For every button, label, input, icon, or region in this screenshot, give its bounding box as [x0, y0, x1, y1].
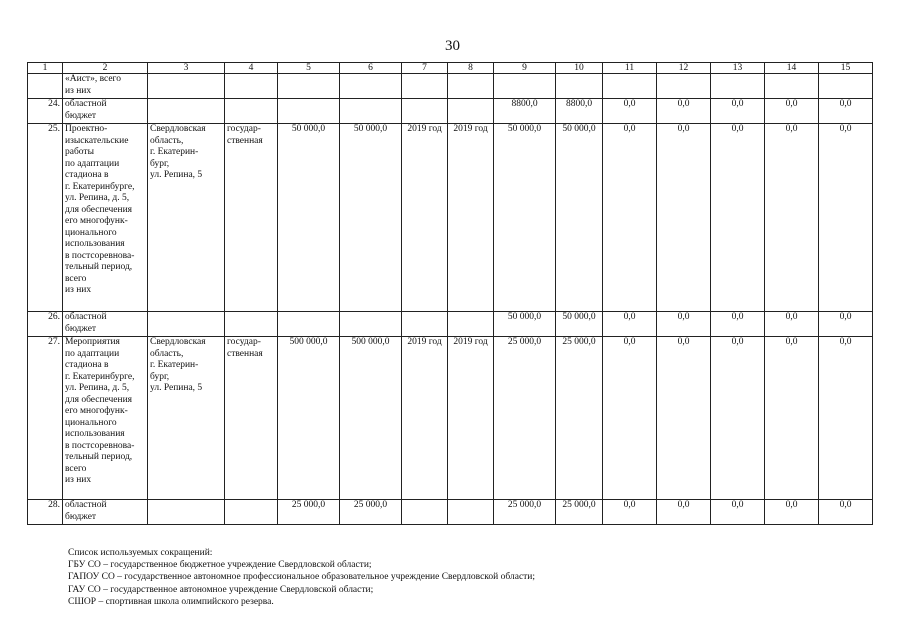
table-cell: 2019 год: [448, 337, 494, 500]
header-row: [28, 63, 873, 74]
table-cell: 27.: [28, 337, 63, 500]
table-cell: [711, 74, 765, 99]
page-number: 30: [445, 38, 460, 54]
table-cell: 0,0: [765, 337, 819, 500]
table-cell: 50 000,0: [494, 124, 556, 312]
table-cell: [340, 74, 402, 99]
table-cell: 0,0: [603, 99, 657, 124]
table-cell: [402, 312, 448, 337]
table-cell: 0,0: [765, 99, 819, 124]
table-cell: [225, 74, 278, 99]
table-row: [28, 74, 873, 99]
table-cell: [402, 500, 448, 525]
header-cell: 7: [402, 63, 448, 74]
table-cell: 0,0: [603, 124, 657, 312]
table-cell: 0,0: [819, 337, 873, 500]
table-cell: 0,0: [819, 500, 873, 525]
table-cell: [448, 99, 494, 124]
table-cell: [556, 74, 603, 99]
table-cell: государ- ственная: [225, 337, 278, 500]
program-table: [27, 62, 873, 525]
abbreviation-item: ГАУ СО – государственное автономное учреждение Свердловской области;: [68, 584, 374, 595]
header-cell: 6: [340, 63, 402, 74]
table-cell: 0,0: [603, 337, 657, 500]
header-cell: 9: [494, 63, 556, 74]
table-cell: [340, 99, 402, 124]
header-cell: 14: [765, 63, 819, 74]
header-cell: 8: [448, 63, 494, 74]
table-row: [28, 312, 873, 337]
table-cell: 25 000,0: [494, 500, 556, 525]
table-cell: 0,0: [711, 500, 765, 525]
table-cell: 0,0: [765, 312, 819, 337]
table-cell: [448, 312, 494, 337]
table-cell: 8800,0: [556, 99, 603, 124]
header-cell: 11: [603, 63, 657, 74]
abbreviation-item: СШОР – спортивная школа олимпийского резерва.: [68, 596, 274, 607]
table-cell: 25 000,0: [556, 337, 603, 500]
header-cell: 12: [657, 63, 711, 74]
table-row: [28, 337, 873, 500]
table-cell: Свердловская область, г. Екатерин- бург, ул. Репина, 5: [148, 337, 225, 500]
header-cell: 2: [63, 63, 148, 74]
table-cell: [278, 99, 340, 124]
table-cell: 8800,0: [494, 99, 556, 124]
table-cell: 0,0: [711, 312, 765, 337]
table-cell: 0,0: [603, 312, 657, 337]
table-cell: [225, 99, 278, 124]
table-cell: 0,0: [657, 337, 711, 500]
abbreviations-title: Список используемых сокращений:: [68, 548, 213, 558]
table-cell: [148, 99, 225, 124]
table-cell: 0,0: [819, 312, 873, 337]
table-cell: «Аист», всего из них: [63, 74, 148, 99]
table-cell: [494, 74, 556, 99]
abbreviation-item: ГАПОУ СО – государственное автономное профессиональное образовательное учреждение Свердловской области;: [68, 572, 536, 583]
header-cell: 3: [148, 63, 225, 74]
table-cell: 0,0: [765, 124, 819, 312]
header-cell: 4: [225, 63, 278, 74]
table-cell: Проектно- изыскательские работы по адаптации стадиона в г. Екатеринбурге, ул. Репина, д. 5, для обеспечения его многофунк- ционального использования в постсоревнова- тельный период, всего из них: [63, 124, 148, 312]
table-cell: 0,0: [711, 99, 765, 124]
table-cell: [148, 500, 225, 525]
table-cell: областной бюджет: [63, 99, 148, 124]
table-cell: [278, 312, 340, 337]
table-cell: 0,0: [603, 500, 657, 525]
header-cell: 15: [819, 63, 873, 74]
table-row: [28, 99, 873, 124]
table-cell: Свердловская область, г. Екатерин- бург, ул. Репина, 5: [148, 124, 225, 312]
table-cell: 28.: [28, 500, 63, 525]
table-cell: [28, 74, 63, 99]
table-cell: 0,0: [657, 99, 711, 124]
table-cell: [448, 74, 494, 99]
table-cell: 0,0: [819, 99, 873, 124]
table-row: [28, 124, 873, 312]
table-cell: 0,0: [657, 312, 711, 337]
table-cell: 50 000,0: [494, 312, 556, 337]
table-cell: 25 000,0: [556, 500, 603, 525]
table-cell: областной бюджет: [63, 312, 148, 337]
table-cell: 500 000,0: [340, 337, 402, 500]
table-cell: 26.: [28, 312, 63, 337]
table-cell: [603, 74, 657, 99]
table-cell: 25 000,0: [278, 500, 340, 525]
table-cell: 0,0: [657, 124, 711, 312]
table-cell: 2019 год: [402, 337, 448, 500]
table-cell: [148, 74, 225, 99]
table-cell: 2019 год: [402, 124, 448, 312]
table-cell: 50 000,0: [340, 124, 402, 312]
table-cell: [402, 99, 448, 124]
table-cell: 0,0: [711, 337, 765, 500]
header-cell: 13: [711, 63, 765, 74]
table-cell: [340, 312, 402, 337]
table-cell: 25 000,0: [340, 500, 402, 525]
table-cell: [225, 500, 278, 525]
header-cell: 10: [556, 63, 603, 74]
table-cell: государ- ственная: [225, 124, 278, 312]
table-cell: [402, 74, 448, 99]
table-row: [28, 500, 873, 525]
table-cell: 2019 год: [448, 124, 494, 312]
table-cell: [765, 74, 819, 99]
table-cell: 25.: [28, 124, 63, 312]
table-cell: областной бюджет: [63, 500, 148, 525]
table-cell: 0,0: [765, 500, 819, 525]
table-cell: 50 000,0: [556, 312, 603, 337]
table-cell: [148, 312, 225, 337]
table-cell: 25 000,0: [494, 337, 556, 500]
header-cell: 1: [28, 63, 63, 74]
table-cell: [819, 74, 873, 99]
table-cell: Мероприятия по адаптации стадиона в г. Екатеринбурге, ул. Репина, д. 5, для обеспечения его многофунк- ционального использования в постсоревнова- тельный период, всего из них: [63, 337, 148, 500]
table-cell: 24.: [28, 99, 63, 124]
table-cell: 500 000,0: [278, 337, 340, 500]
abbreviations-list: [68, 547, 535, 608]
table-cell: 0,0: [657, 500, 711, 525]
abbreviation-item: ГБУ СО – государственное бюджетное учреждение Свердловской области;: [68, 560, 372, 571]
table-cell: 50 000,0: [278, 124, 340, 312]
table-cell: [657, 74, 711, 99]
table-cell: [278, 74, 340, 99]
table-cell: 0,0: [711, 124, 765, 312]
header-cell: 5: [278, 63, 340, 74]
table-cell: 0,0: [819, 124, 873, 312]
table-cell: [448, 500, 494, 525]
table-cell: 50 000,0: [556, 124, 603, 312]
table-cell: [225, 312, 278, 337]
